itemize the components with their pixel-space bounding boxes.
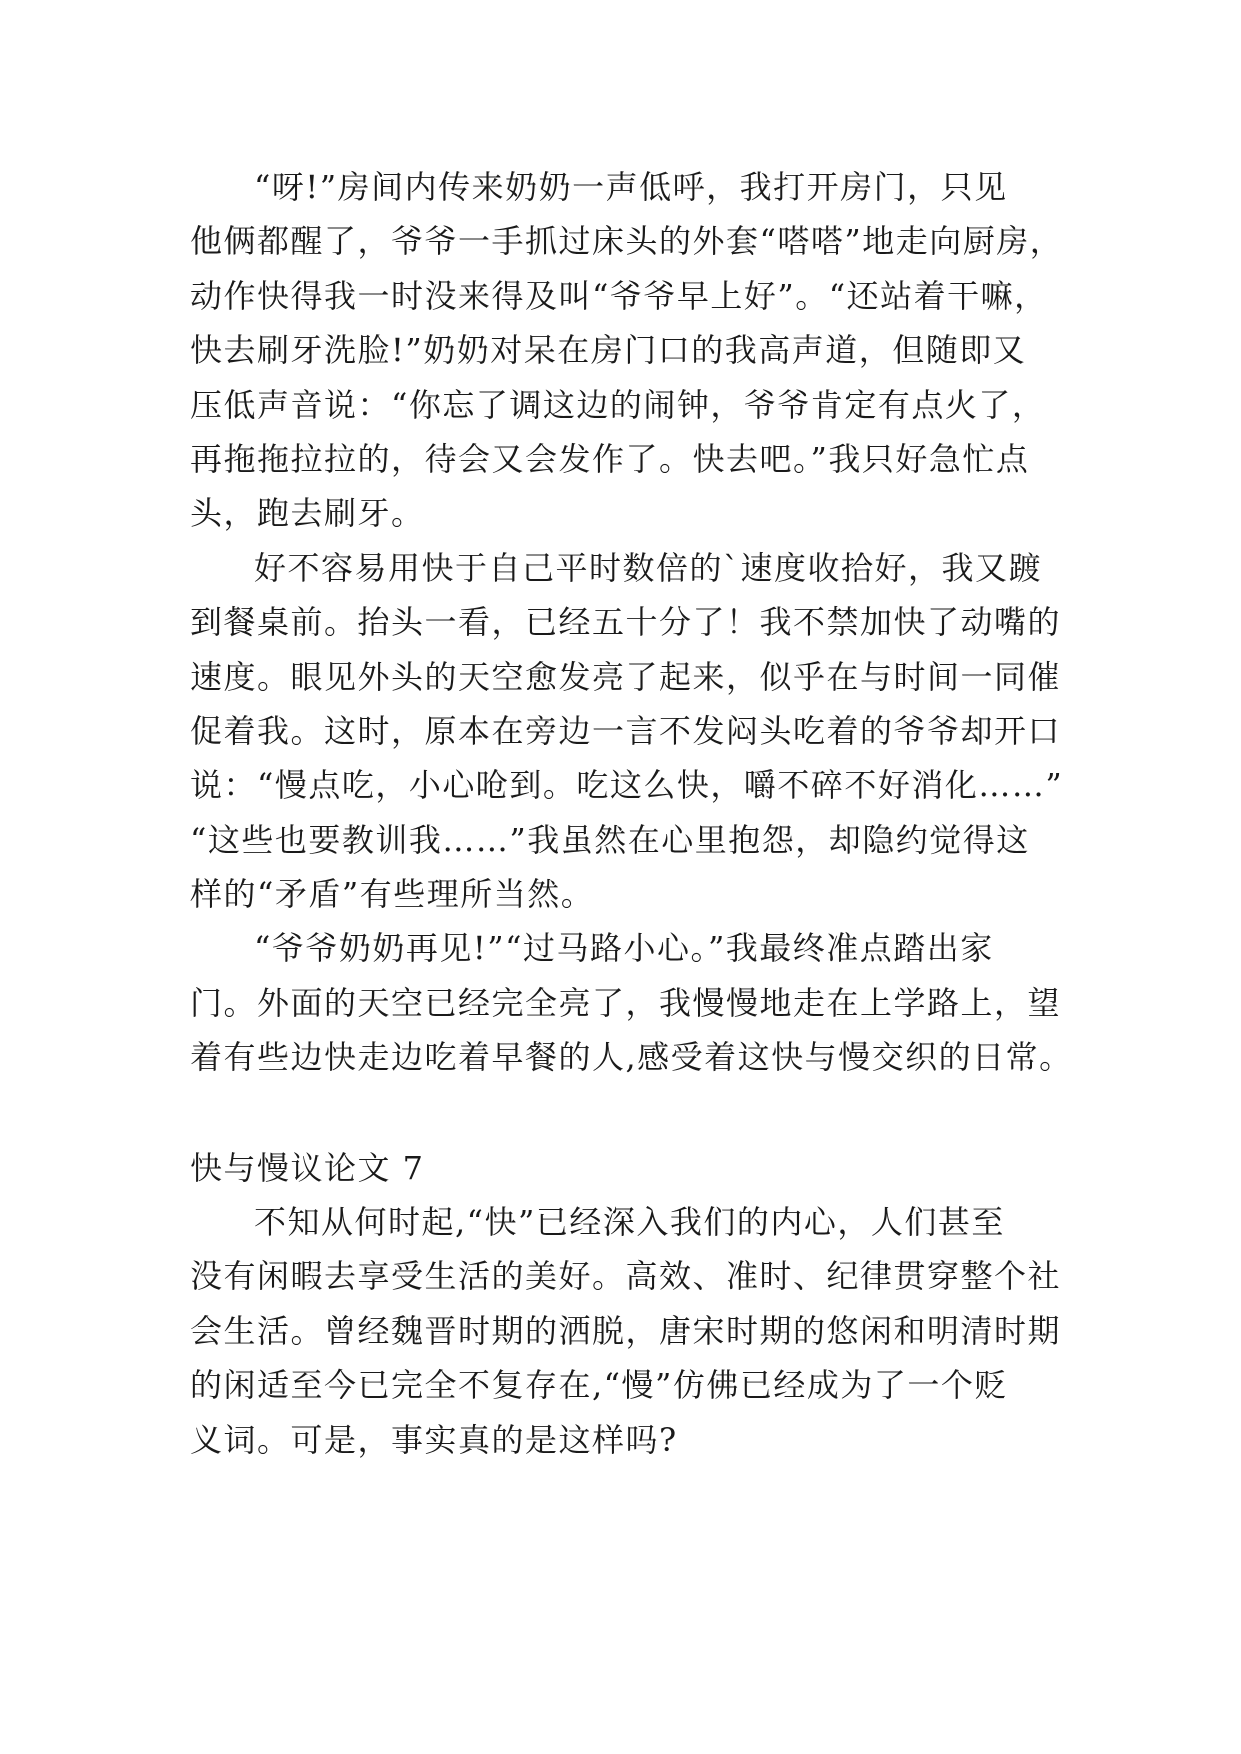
text-line: “这些也要教训我……”我虽然在心里抱怨，却隐约觉得这 [190, 820, 1030, 859]
paragraph-4 [190, 1195, 1070, 1467]
text-line: 到餐桌前。抬头一看，已经五十分了！我不禁加快了动嘴的 [190, 603, 1062, 642]
text-line: 压低声音说：“你忘了调这边的闹钟，爷爷肯定有点火了， [190, 385, 1046, 424]
text-line: 的闲适至今已完全不复存在,“慢”仿佛已经成为了一个贬 [190, 1366, 1008, 1405]
text-line: 再拖拖拉拉的，待会又会发作了。快去吧。”我只好急忙点 [190, 439, 1030, 478]
text-line: 促着我。这时，原本在旁边一言不发闷头吃着的爷爷却开口 [190, 711, 1062, 750]
text-line: 样的“矛盾”有些理所当然。 [190, 875, 595, 914]
paragraph-2 [190, 541, 1070, 922]
text-line: 动作快得我一时没来得及叫“爷爷早上好”。“还站着干嘛， [190, 276, 1048, 315]
text-line: “呀!”房间内传来奶奶一声低呼，我打开房门，只见 [254, 168, 1008, 206]
text-line: 速度。眼见外头的天空愈发亮了起来，似乎在与时间一同催 [190, 657, 1062, 696]
text-line: 好不容易用快于自己平时数倍的`速度收拾好，我又踱 [254, 548, 1043, 587]
text-line: 快去刷牙洗脸!”奶奶对呆在房门口的我高声道，但随即又 [190, 331, 1027, 370]
text-line: 说：“慢点吃，小心呛到。吃这么快，嚼不碎不好消化……” [190, 766, 1064, 805]
document-body [190, 160, 1073, 1467]
text-line: 没有闲暇去享受生活的美好。高效、准时、纪律贯穿整个社 [190, 1257, 1062, 1296]
text-line: 会生活。曾经魏晋时期的洒脱，唐宋时期的悠闲和明清时期 [190, 1311, 1062, 1350]
text-line: 义词。可是，事实真的是这样吗? [190, 1420, 678, 1459]
text-line: 着有些边快走边吃着早餐的人,感受着这快与慢交织的日常。 [190, 1038, 1073, 1077]
paragraph-1 [190, 160, 1070, 541]
text-line: 头，跑去刷牙。 [190, 494, 425, 533]
paragraph-3 [190, 921, 1073, 1084]
section-gap [190, 1085, 1070, 1141]
section-heading: 快与慢议论文 7 [190, 1148, 425, 1187]
text-line: 他俩都醒了，爷爷一手抓过床头的外套“嗒嗒”地走向厨房， [190, 222, 1064, 261]
text-line: 不知从何时起,“快”已经深入我们的内心，人们甚至 [254, 1203, 1005, 1242]
text-line: 门。外面的天空已经完全亮了，我慢慢地走在上学路上，望 [190, 983, 1062, 1022]
text-line: “爷爷奶奶再见!”“过马路小心。”我最终准点踏出家 [254, 929, 994, 968]
